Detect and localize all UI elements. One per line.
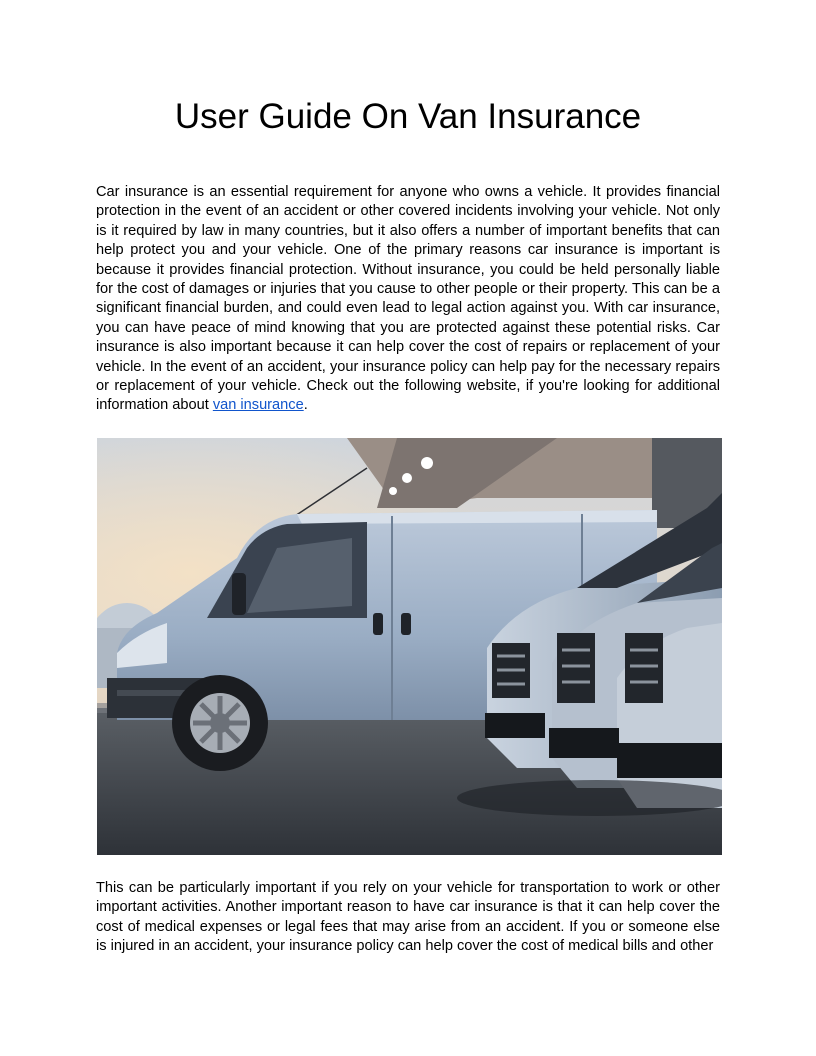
van-photo xyxy=(97,438,722,855)
intro-paragraph xyxy=(96,183,720,416)
intro-paragraph-text: Car insurance is an essential requirement for anyone who owns a vehicle. It provides financial protection in the event of an accident or other covered incidents involving your vehicle. Not only is it required by law in many countries, but it also offers a number of important benefits that can help protect you and your vehicle. One of the primary reasons car insurance is important is because it provides financial protection. Without insurance, you could be held personally liable for the cost of damages or injuries that you cause to other people or their property. This can be a significant financial burden, and could even lead to legal action against you. With car insurance, you can have peace of mind knowing that you are protected against these potential risks. Car insurance is also important because it can help cover the cost of repairs or replacement of your vehicle. In the event of an accident, your insurance policy can help pay for the necessary repairs or replacement of your vehicle. Check out the following website, if you're looking for additional information about xyxy=(96,184,720,414)
intro-paragraph-end: . xyxy=(303,397,308,414)
page-title: User Guide On Van Insurance xyxy=(174,97,642,136)
van-insurance-link[interactable]: van insurance xyxy=(212,397,304,414)
continuation-paragraph: This can be particularly important if you rely on your vehicle for transportation to work or other important activities. Another important reason to have car insurance is that it can help cover the cost of medical expenses or legal fees that may arise from an accident. If you or someone else is injured in an accident, your insurance policy can help cover the cost of medical bills and other xyxy=(96,880,720,955)
